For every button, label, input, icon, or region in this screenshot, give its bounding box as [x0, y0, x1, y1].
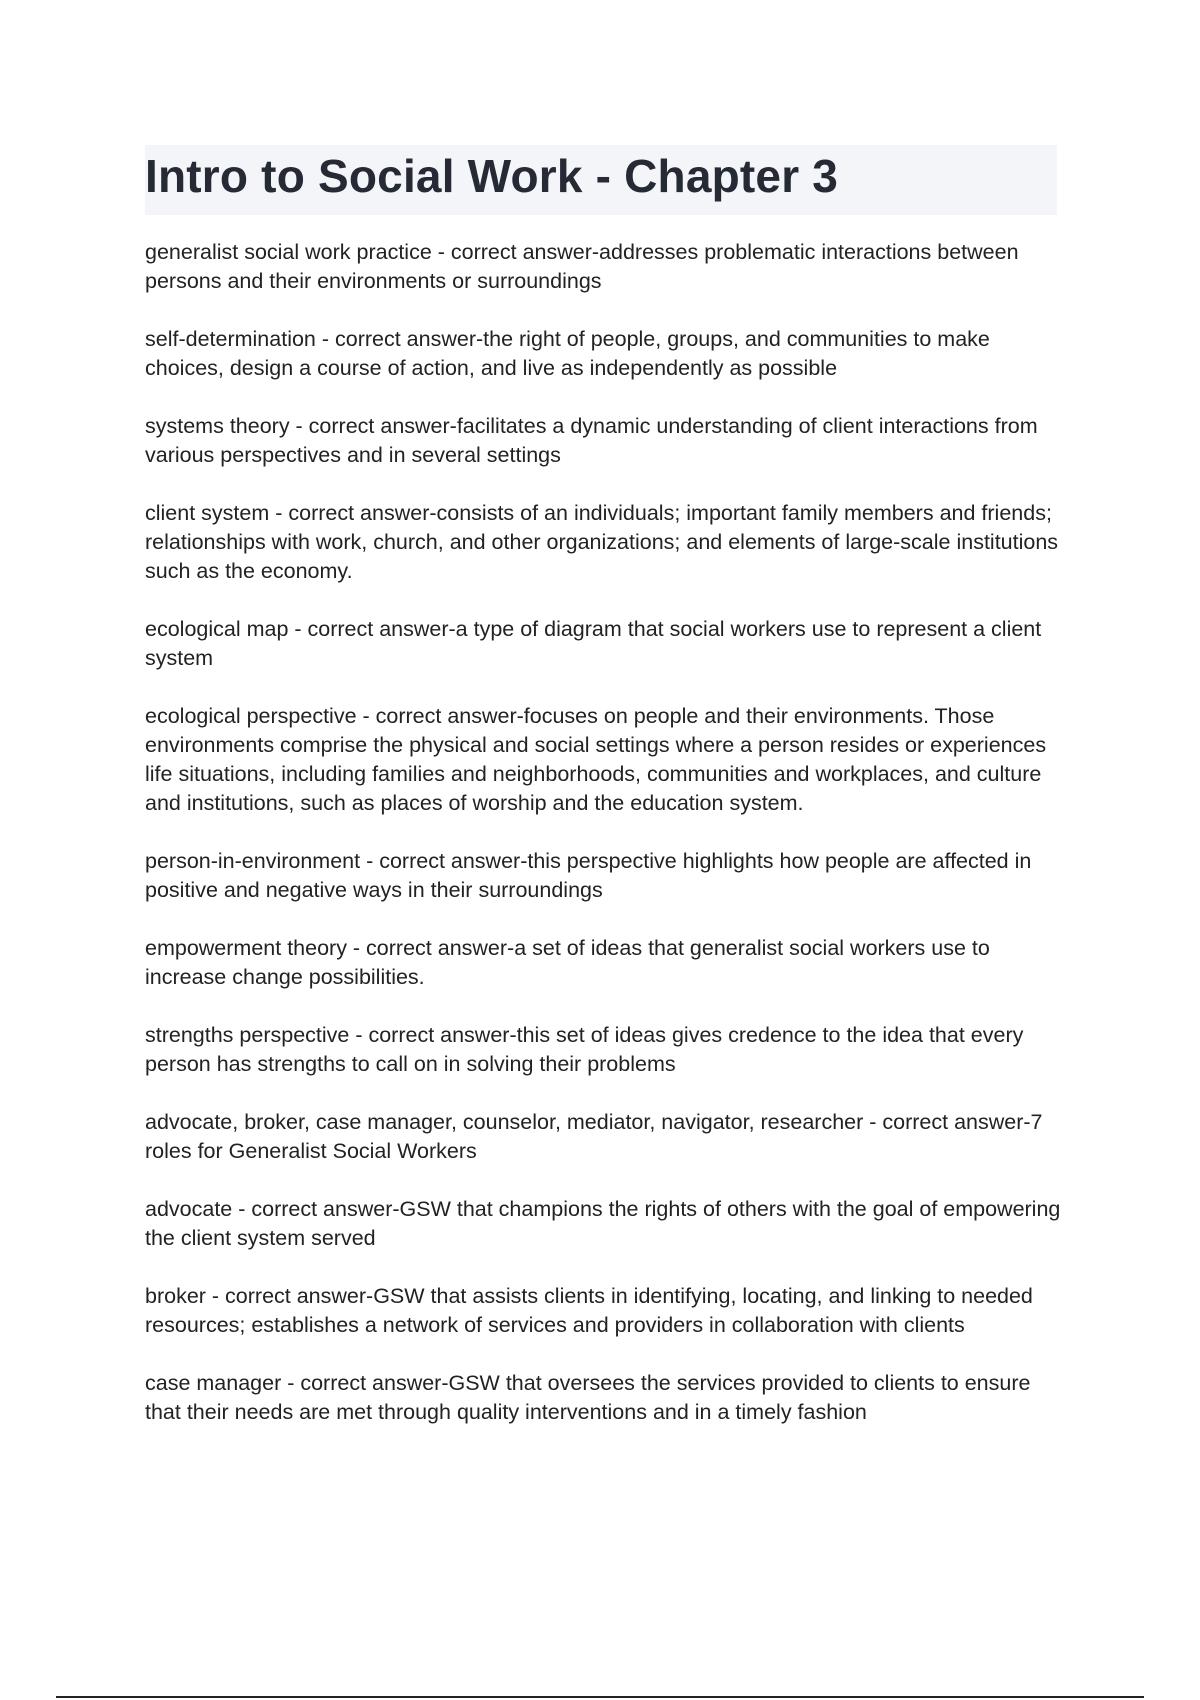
- entry-advocate: advocate - correct answer-GSW that champions the rights of others with the goal of empowering the client system served: [145, 1197, 1061, 1250]
- entry-strengths-perspective: strengths perspective - correct answer-this set of ideas gives credence to the idea that every person has strengths to call on in solving their problems: [145, 1023, 1024, 1076]
- page-title: Intro to Social Work - Chapter 3: [145, 150, 839, 202]
- entry-self-determination: self-determination - correct answer-the right of people, groups, and communities to make choices, design a course of action, and live as independently as possible: [145, 327, 990, 380]
- entry-ecological-map: ecological map - correct answer-a type of diagram that social workers use to represent a client system: [145, 617, 1042, 670]
- entry-case-manager: case manager - correct answer-GSW that oversees the services provided to clients to ensure that their needs are met through quality interventions and in a timely fashion: [145, 1371, 1031, 1424]
- entry-systems-theory: systems theory - correct answer-facilitates a dynamic understanding of client interactions from various perspectives and in several settings: [145, 414, 1038, 467]
- footer-divider: [56, 1696, 1144, 1698]
- entry-empowerment-theory: empowerment theory - correct answer-a set of ideas that generalist social workers use to increase change possibilities.: [145, 936, 990, 989]
- entry-seven-roles: advocate, broker, case manager, counselor, mediator, navigator, researcher - correct answer-7 roles for Generalist Social Workers: [145, 1110, 1043, 1163]
- entry-ecological-perspective: ecological perspective - correct answer-focuses on people and their environments. Those environments comprise the physical and social settings where a person resides or experiences life situations, including families and neighborhoods, communities and workplaces, and culture and institutions, such as places of worship and the education system.: [145, 704, 1047, 815]
- entry-client-system: client system - correct answer-consists of an individuals; important family members and friends; relationships with work, church, and other organizations; and elements of large-scale institutions such as the economy.: [145, 501, 1059, 583]
- entry-generalist-social-work-practice: generalist social work practice - correct answer-addresses problematic interactions between persons and their environments or surroundings: [145, 240, 1019, 293]
- entry-broker: broker - correct answer-GSW that assists clients in identifying, locating, and linking to needed resources; establishes a network of services and providers in collaboration with clients: [145, 1284, 1033, 1337]
- entry-person-in-environment: person-in-environment - correct answer-this perspective highlights how people are affected in positive and negative ways in their surroundings: [145, 849, 1032, 902]
- entry-list: [145, 238, 1065, 1456]
- title-bar: [145, 145, 1057, 215]
